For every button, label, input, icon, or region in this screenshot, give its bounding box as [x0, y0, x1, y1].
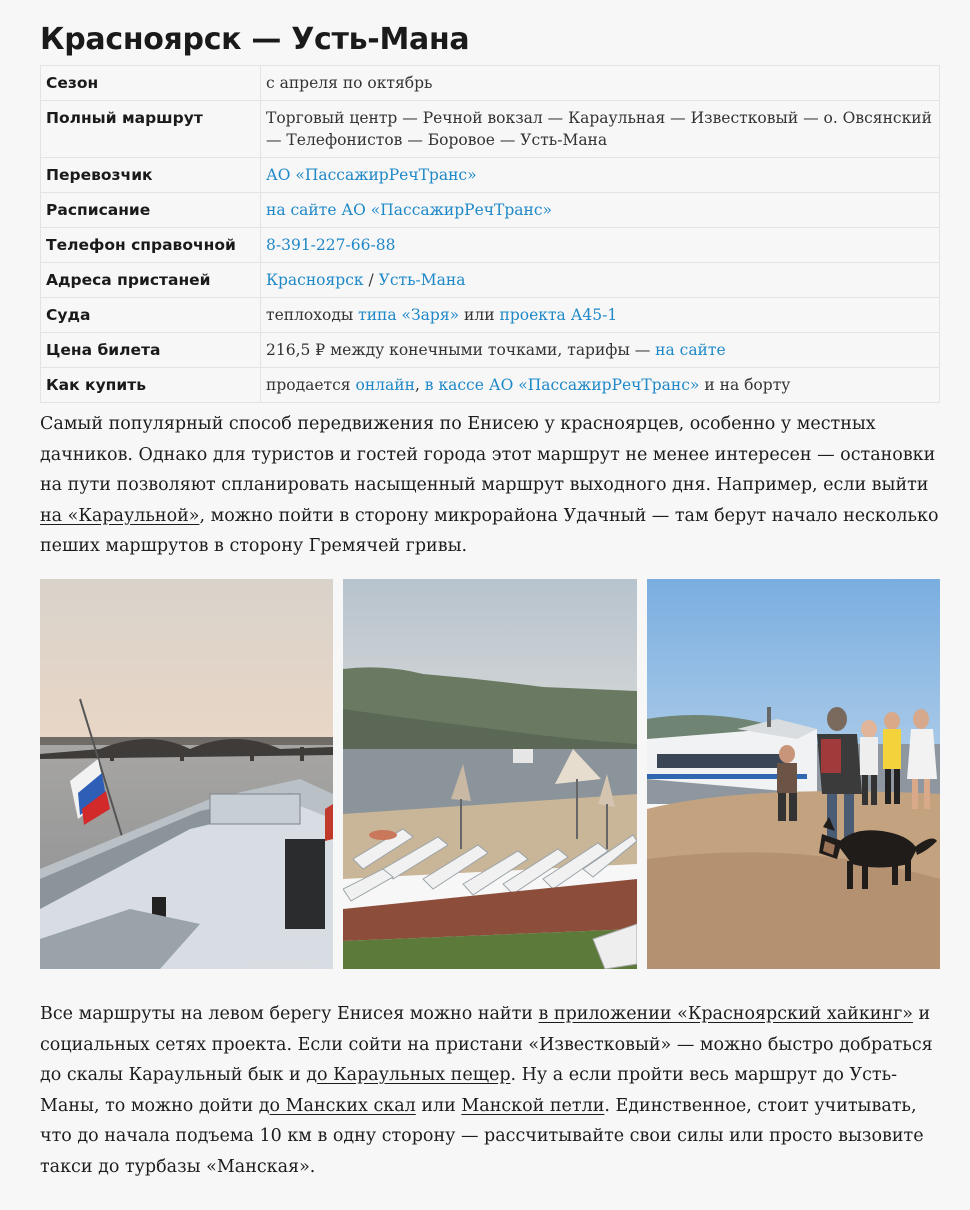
row-value-season: с апреля по октябрь — [261, 66, 940, 101]
vessels-text: теплоходы — [266, 306, 359, 324]
karaulnaya-link[interactable]: на «Караульной» — [40, 505, 200, 526]
route-info-table — [40, 65, 940, 403]
table-row — [41, 228, 940, 263]
table-row — [41, 368, 940, 403]
paragraph-text: Все маршруты на левом берегу Енисея можно найти — [40, 1004, 539, 1024]
hiking-app-link[interactable]: в приложении «Красноярский хайкинг» — [538, 1004, 913, 1024]
buy-text: продается — [266, 376, 356, 394]
phone-link[interactable]: 8-391-227-66-88 — [266, 236, 396, 254]
price-text: 216,5 ₽ между конечными точками, тарифы — — [266, 341, 656, 359]
hiking-paragraph — [40, 999, 940, 1182]
buy-online-link[interactable]: онлайн — [355, 376, 415, 394]
row-key-schedule: Расписание — [41, 193, 261, 228]
table-row — [41, 101, 940, 158]
schedule-link[interactable]: на сайте АО «ПассажирРечТранс» — [266, 201, 553, 219]
table-row — [41, 193, 940, 228]
buy-office-link[interactable]: в кассе АО «ПассажирРечТранс» — [424, 376, 700, 394]
row-key-piers: Адреса пристаней — [41, 263, 261, 298]
table-row — [41, 158, 940, 193]
vessel-zarya-link[interactable]: типа «Заря» — [358, 306, 460, 324]
row-key-phone: Телефон справочной — [41, 228, 261, 263]
table-row — [41, 333, 940, 368]
row-key-buy: Как купить — [41, 368, 261, 403]
mana-loop-link[interactable]: Манской петли — [461, 1095, 605, 1116]
row-key-vessels: Суда — [41, 298, 261, 333]
row-key-price: Цена билета — [41, 333, 261, 368]
photo-pier-people-dog[interactable] — [647, 579, 940, 969]
photo-watermark: Илья Попов / Т—Ж — [250, 959, 319, 967]
pier-krasnoyarsk-link[interactable]: Красноярск — [266, 271, 364, 289]
table-row — [41, 263, 940, 298]
pier-ust-mana-link[interactable]: Усть-Мана — [378, 271, 466, 289]
vessels-text-mid: или — [459, 306, 500, 324]
paragraph-text: и социальных сетях проекта. Если сойти на пристани «Известковый» — можно быстро добраться до скалы Караульный бык и д — [40, 1004, 933, 1085]
page-title: Красноярск — Усть-Мана — [40, 22, 470, 57]
table-row — [41, 66, 940, 101]
table-row — [41, 298, 940, 333]
tariffs-link[interactable]: на сайте — [655, 341, 726, 359]
intro-paragraph — [40, 409, 940, 562]
row-key-route: Полный маршрут — [41, 101, 261, 158]
paragraph-text: или — [415, 1095, 462, 1116]
carrier-link[interactable]: АО «ПассажирРечТранс» — [266, 166, 477, 184]
mana-rocks-link[interactable]: о Манских скал — [269, 1095, 416, 1116]
photo-beach-loungers[interactable] — [343, 579, 637, 969]
paragraph-text: . Единственное, стоит учитывать, что до начала подъема 10 км в одну сторону — рассчитывайте свои силы или просто вызовите такси до турбазы «Манская». — [40, 1095, 924, 1177]
pier-separator: / — [363, 271, 379, 289]
photo-boat-deck[interactable] — [40, 579, 333, 969]
buy-text-mid: , — [414, 376, 425, 394]
paragraph-text: Самый популярный способ передвижения по Енисею у красноярцев, особенно у местных дачников. Однако для туристов и гостей города этот маршрут не менее интересен — остановки на пути позволяют спланировать насыщенный маршрут выходного дня. Например, если выйти — [40, 414, 936, 495]
buy-text-post: и на борту — [699, 376, 791, 394]
vessel-a45-link[interactable]: проекта А45-1 — [499, 306, 618, 324]
photo-gallery — [40, 579, 940, 969]
row-value-route: Торговый центр — Речной вокзал — Караульная — Известковый — о. Овсянский — Телефонистов — Боровое — Усть-Мана — [261, 101, 940, 158]
karaul-caves-link[interactable]: о Караульных пещер — [317, 1065, 511, 1085]
paragraph-text: , можно пойти в сторону микрорайона Удачный — там берут начало несколько пеших маршрутов в сторону Гремячей гривы. — [40, 505, 939, 556]
paragraph-text: . Ну а если пройти весь маршрут до Усть-Маны, то можно дойти д — [40, 1065, 898, 1116]
row-key-season: Сезон — [41, 66, 261, 101]
row-key-carrier: Перевозчик — [41, 158, 261, 193]
